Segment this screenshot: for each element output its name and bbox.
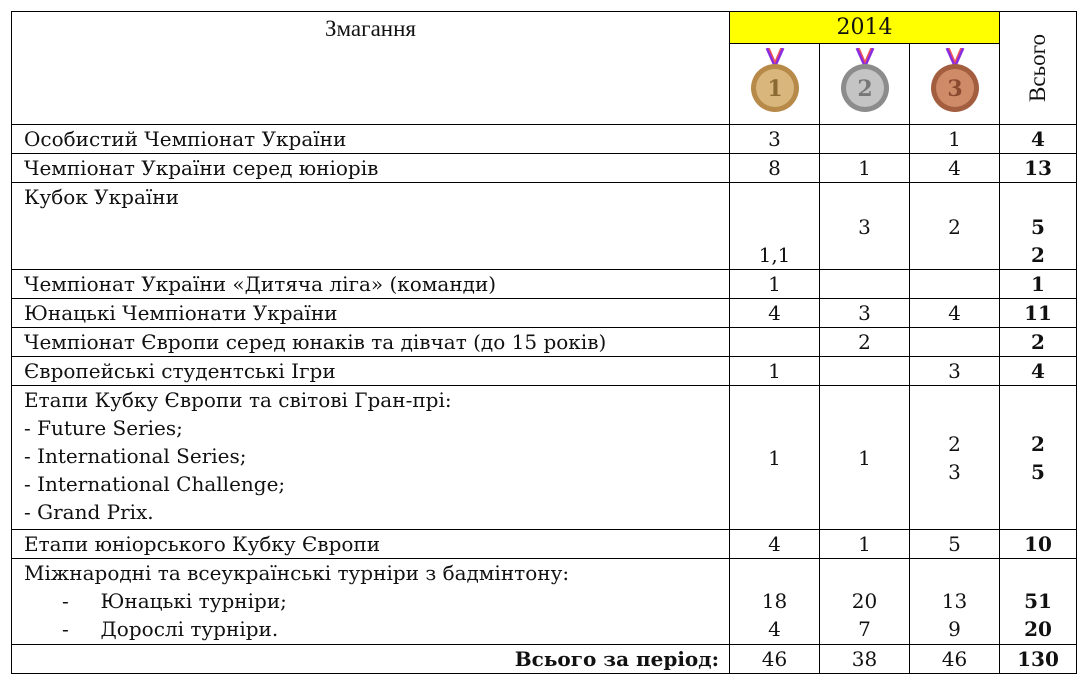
silver-count xyxy=(820,270,910,299)
competition-header: Змагання xyxy=(12,12,730,125)
row-total: 4 xyxy=(1000,357,1077,386)
bronze-count: 4 xyxy=(910,299,1000,328)
gold-count: 1 xyxy=(730,386,820,530)
bronze-count: 1 xyxy=(910,125,1000,154)
gold-count: 1 xyxy=(730,270,820,299)
bronze-medal-icon xyxy=(930,48,980,116)
bronze-count: 3 xyxy=(910,357,1000,386)
competition-name-line: - Юнацькі турніри; xyxy=(62,589,287,613)
row-total-line: 2 xyxy=(1031,431,1045,456)
silver-count: 1 xyxy=(820,154,910,183)
competition-name-line: Міжнародні та всеукраїнські турніри з бадмінтону: xyxy=(24,561,570,585)
row-total xyxy=(1000,386,1077,530)
bronze-count-line: 2 xyxy=(948,431,961,456)
gold-total: 46 xyxy=(730,645,820,674)
table-row xyxy=(12,559,1077,645)
row-total: 11 xyxy=(1000,299,1077,328)
gold-count: 1 xyxy=(730,357,820,386)
silver-count xyxy=(820,125,910,154)
total-row xyxy=(12,645,1077,674)
total-header xyxy=(1000,12,1077,125)
competition-name-line: Етапи Кубку Європи та світові Гран-прі: xyxy=(24,388,452,412)
competition-name-line: - International Challenge; xyxy=(24,472,286,496)
competition-name: Юнацькі Чемпіонати України xyxy=(12,299,730,328)
table-row xyxy=(12,125,1077,154)
competition-name-line: - Grand Prix. xyxy=(24,500,154,524)
gold-count: 4 xyxy=(730,530,820,559)
row-total xyxy=(1000,183,1077,270)
silver-medal-cell xyxy=(820,44,910,125)
table-row xyxy=(12,386,1077,530)
row-total: 1 xyxy=(1000,270,1077,299)
silver-count xyxy=(820,559,910,645)
row-total-line: 2 xyxy=(1031,243,1045,267)
bronze-count: 2 xyxy=(910,183,1000,270)
silver-count: 1 xyxy=(820,530,910,559)
table-row xyxy=(12,183,1077,270)
table-row xyxy=(12,154,1077,183)
competition-name: Чемпіонат України серед юніорів xyxy=(12,154,730,183)
silver-count-line: 20 xyxy=(851,589,878,613)
gold-count: 3 xyxy=(730,125,820,154)
gold-count xyxy=(730,328,820,357)
bronze-count-line: 13 xyxy=(941,589,968,613)
competition-name: Чемпіонат України «Дитяча ліга» (команди) xyxy=(12,270,730,299)
row-total-line: 20 xyxy=(1024,617,1052,641)
competition-name: Європейські студентські Ігри xyxy=(12,357,730,386)
bronze-medal-cell xyxy=(910,44,1000,125)
row-total xyxy=(1000,559,1077,645)
competition-name xyxy=(12,559,730,645)
year-header: 2014 xyxy=(730,12,1000,44)
gold-count: 1,1 xyxy=(730,183,820,270)
row-total: 4 xyxy=(1000,125,1077,154)
bronze-count xyxy=(910,328,1000,357)
gold-count xyxy=(730,559,820,645)
table-row xyxy=(12,299,1077,328)
row-total-line: 51 xyxy=(1024,589,1052,613)
row-total-line: 5 xyxy=(1031,215,1045,239)
silver-count: 1 xyxy=(820,386,910,530)
gold-count-line: 4 xyxy=(768,617,781,641)
bronze-total: 46 xyxy=(910,645,1000,674)
row-total: 13 xyxy=(1000,154,1077,183)
bronze-count: 4 xyxy=(910,154,1000,183)
table-row xyxy=(12,328,1077,357)
bronze-count xyxy=(910,270,1000,299)
gold-count: 8 xyxy=(730,154,820,183)
competition-name-line: - Дорослі турніри. xyxy=(62,617,279,641)
competition-name-line: - International Series; xyxy=(24,444,247,468)
svg-text:2: 2 xyxy=(856,76,873,102)
svg-text:3: 3 xyxy=(946,76,963,102)
silver-count-line: 7 xyxy=(858,617,871,641)
bronze-count xyxy=(910,386,1000,530)
bronze-count: 5 xyxy=(910,530,1000,559)
row-total: 2 xyxy=(1000,328,1077,357)
svg-text:1: 1 xyxy=(766,76,783,102)
competition-name: Кубок України xyxy=(12,183,730,270)
total-header-label: Всього xyxy=(1025,34,1050,102)
row-total-line: 5 xyxy=(1031,459,1045,484)
bronze-count-line: 3 xyxy=(948,459,961,484)
competition-name: Особистий Чемпіонат України xyxy=(12,125,730,154)
silver-total: 38 xyxy=(820,645,910,674)
silver-count: 2 xyxy=(820,328,910,357)
table-row xyxy=(12,270,1077,299)
gold-medal-icon xyxy=(750,48,800,116)
gold-count-line: 18 xyxy=(761,589,788,613)
row-total: 10 xyxy=(1000,530,1077,559)
competition-name xyxy=(12,386,730,530)
bronze-count-line: 9 xyxy=(948,617,961,641)
table-row xyxy=(12,530,1077,559)
bronze-count xyxy=(910,559,1000,645)
silver-count: 3 xyxy=(820,299,910,328)
gold-count: 4 xyxy=(730,299,820,328)
gold-medal-cell xyxy=(730,44,820,125)
silver-count xyxy=(820,357,910,386)
grand-total: 130 xyxy=(1000,645,1077,674)
period-total-label: Всього за період: xyxy=(12,645,730,674)
medal-table xyxy=(11,11,1077,674)
silver-medal-icon xyxy=(840,48,890,116)
competition-name: Етапи юніорського Кубку Європи xyxy=(12,530,730,559)
table-row xyxy=(12,357,1077,386)
competition-name-line: - Future Series; xyxy=(24,416,183,440)
competition-name: Чемпіонат Європи серед юнаків та дівчат (до 15 років) xyxy=(12,328,730,357)
silver-count: 3 xyxy=(820,183,910,270)
